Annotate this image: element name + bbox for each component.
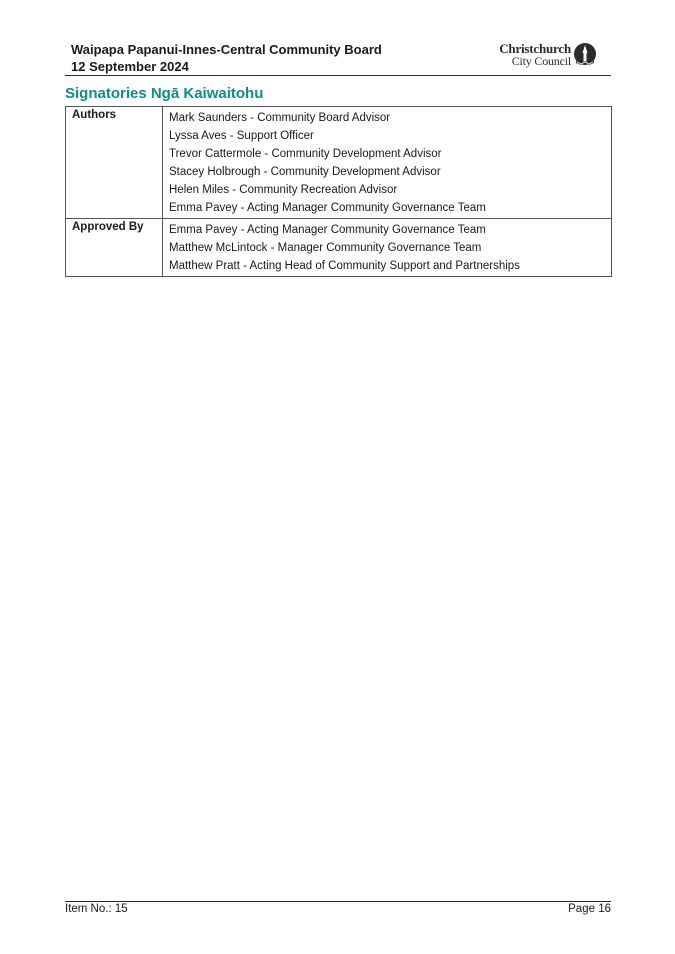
footer-rule [65, 901, 611, 902]
approved-by-list [163, 219, 612, 277]
section-title: Signatories Ngā Kaiwaitohu [65, 85, 264, 102]
approver-entry: Matthew Pratt - Acting Head of Community Support and Partnerships [169, 260, 520, 272]
cathedral-spire-icon [572, 42, 598, 68]
board-name: Waipapa Papanui-Innes-Central Community Board [71, 42, 382, 57]
header-rule [65, 75, 611, 76]
christchurch-city-council-logo [498, 41, 602, 69]
approved-by-row [66, 219, 612, 277]
approver-entry: Matthew McLintock - Manager Community Governance Team [169, 242, 482, 254]
authors-list [163, 107, 612, 219]
logo-line-1: Christchurch [499, 41, 571, 56]
approved-by-label: Approved By [66, 219, 163, 277]
logo-text [499, 42, 571, 67]
authors-row [66, 107, 612, 219]
author-entry: Trevor Cattermole - Community Development Advisor [169, 148, 442, 160]
signatories-table [65, 106, 612, 277]
logo-line-2: City Council [511, 54, 571, 68]
approver-entry: Emma Pavey - Acting Manager Community Governance Team [169, 224, 486, 236]
page-number: Page 16 [568, 903, 611, 915]
author-entry: Helen Miles - Community Recreation Advisor [169, 184, 398, 196]
author-entry: Emma Pavey - Acting Manager Community Governance Team [169, 202, 486, 214]
authors-label: Authors [66, 107, 163, 219]
author-entry: Stacey Holbrough - Community Development Advisor [169, 166, 441, 178]
meeting-date: 12 September 2024 [71, 59, 189, 74]
author-entry: Lyssa Aves - Support Officer [169, 130, 314, 142]
item-number: Item No.: 15 [65, 903, 128, 915]
author-entry: Mark Saunders - Community Board Advisor [169, 112, 391, 124]
